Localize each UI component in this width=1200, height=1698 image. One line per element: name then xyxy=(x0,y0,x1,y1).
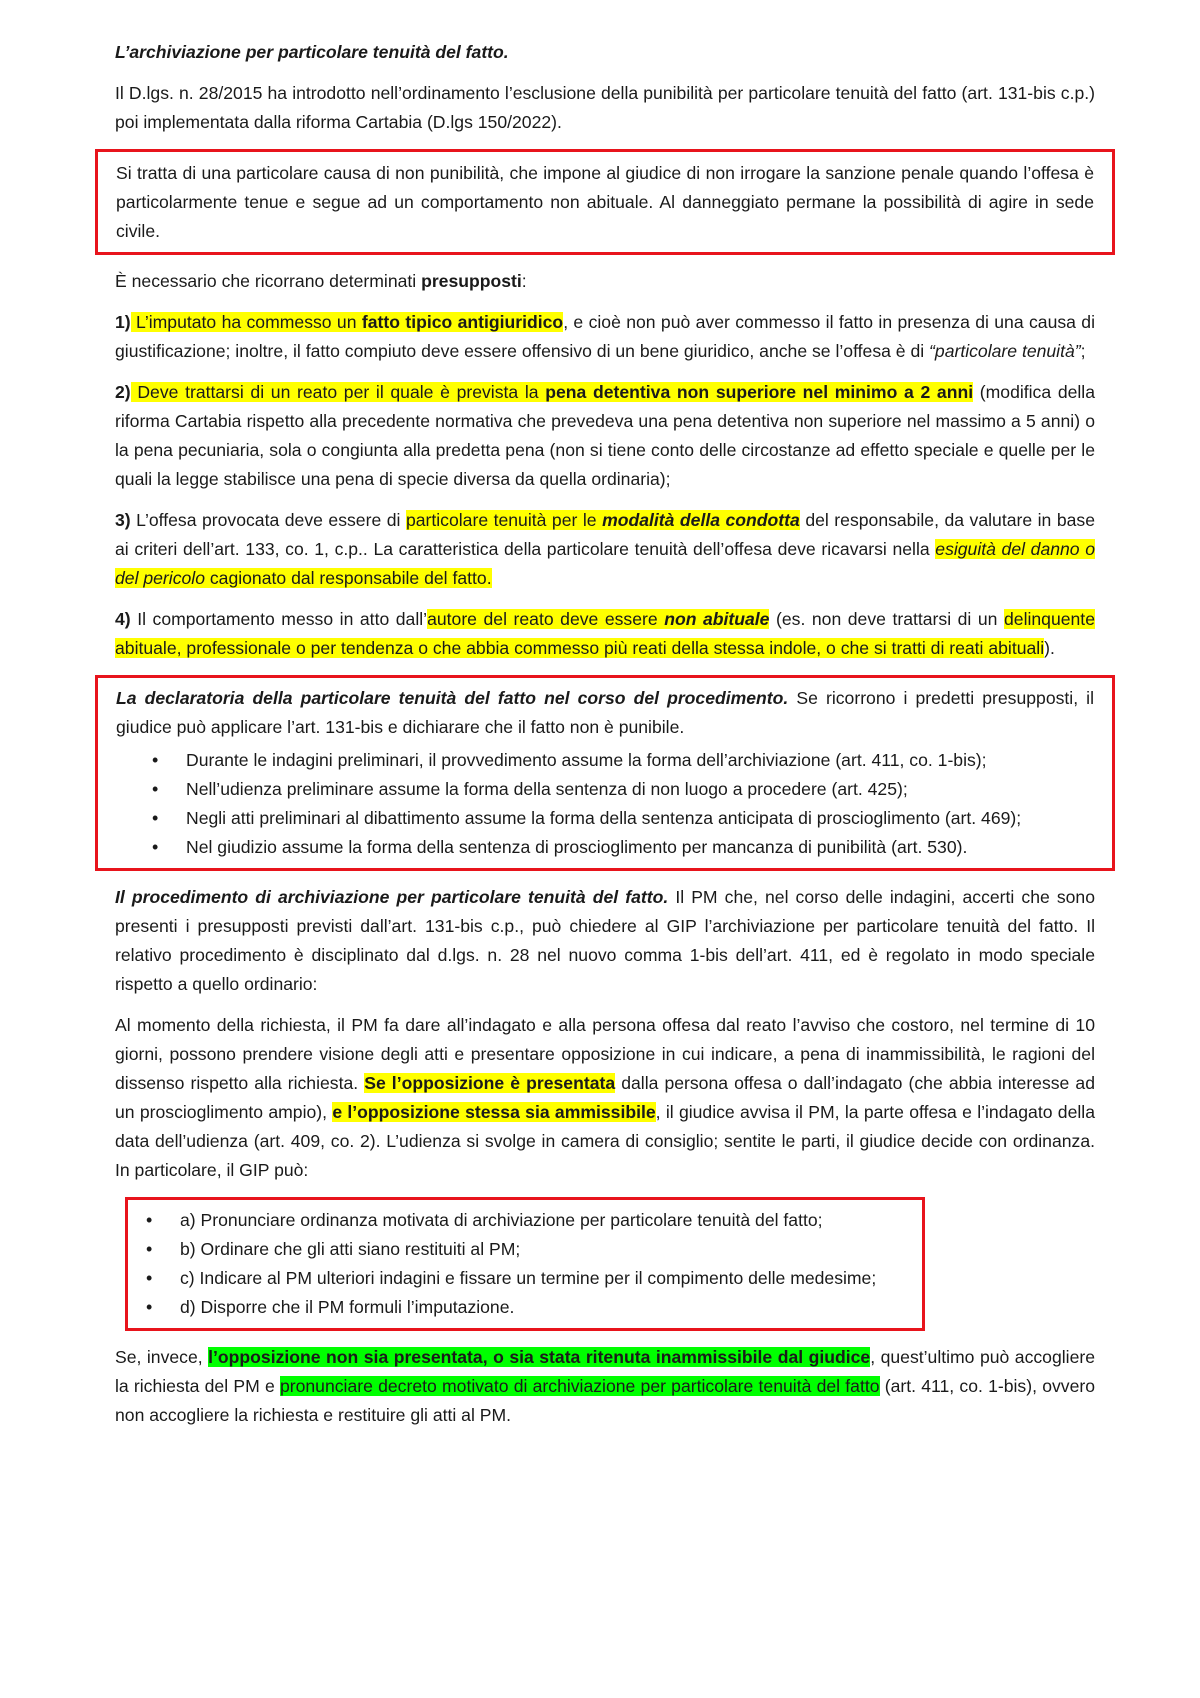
presupposto-3 xyxy=(115,506,1095,593)
document-body xyxy=(115,38,1095,1442)
highlight-yellow-bold: fatto tipico antigiuridico xyxy=(361,312,564,332)
final-text: (art. 411, co. 1-bis), ovvero non accogliere la richiesta e restituire gli atti al PM. xyxy=(115,1376,1095,1425)
presupposto-text: (es. non deve trattarsi di un xyxy=(769,609,1004,629)
highlight-green-bold: l’opposizione non sia presentata, o sia stata ritenuta inammissibile dal giudice xyxy=(208,1347,871,1367)
presupposti-intro xyxy=(115,267,1095,296)
highlight-yellow: Deve trattarsi di un reato per il quale è prevista la xyxy=(130,382,546,402)
presupposto-text: , e cioè non può aver commesso il fatto in presenza di una causa di giustificazione; inoltre, il fatto compiuto deve essere offensivo di un bene giuridico, anche se l’offesa è di xyxy=(115,312,1095,361)
presupposto-4 xyxy=(115,605,1095,663)
final-paragraph xyxy=(115,1343,1095,1430)
declaratoria-list xyxy=(116,746,1094,862)
highlight-yellow-bold: Se l’opposizione è presentata xyxy=(364,1073,616,1093)
highlight-yellow: L’imputato ha commesso un xyxy=(130,312,362,332)
final-text: , quest’ultimo può accogliere la richiesta del PM e xyxy=(115,1347,1095,1396)
presupposto-1 xyxy=(115,308,1095,366)
presupposto-quote: “particolare tenuità” xyxy=(929,341,1081,361)
presupposti-keyword: presupposti xyxy=(421,271,522,291)
highlight-yellow: delinquente abituale, professionale o per tendenza o che abbia commesso più reati della stessa indole, o che si tratti di reati abituali xyxy=(115,609,1095,658)
highlight-yellow-bold: e l’opposizione stessa sia ammissibile xyxy=(332,1102,656,1122)
richiesta-text: dalla persona offesa o dall’indagato (che abbia interesse ad un proscioglimento ampio), xyxy=(115,1073,1095,1122)
highlight-yellow: autore del reato deve essere xyxy=(427,609,665,629)
presupposto-text: (modifica della riforma Cartabia rispetto alla precedente normativa che prevedeva una pena detentiva non superiore nel massimo a 5 anni) o la pena pecuniaria, sola o congiunta alla predetta pena (non si tiene conto delle circostanze ad effetto speciale e quelle per le quali la legge stabilisce una pena di specie diversa da quella ordinaria); xyxy=(115,382,1095,489)
highlight-yellow-italic: esiguità del danno o del pericolo xyxy=(115,539,1095,588)
intro-paragraph: Il D.lgs. n. 28/2015 ha introdotto nell’ordinamento l’esclusione della punibilità per particolare tenuità del fatto (art. 131-bis c.p.) poi implementata dalla riforma Cartabia (D.lgs 150/2022). xyxy=(115,83,1095,132)
procedimento-paragraph xyxy=(115,883,1095,999)
definition-box xyxy=(95,149,1115,255)
declaratoria-paragraph xyxy=(116,684,1094,742)
page-title: L’archiviazione per particolare tenuità del fatto. xyxy=(115,42,509,62)
procedimento-text: Il PM che, nel corso delle indagini, accerti che sono presenti i presupposti previsti dall’art. 131-bis c.p., può chiedere al GIP l’archiviazione per particolare tenuità del fatto. Il relativo procedimento è disciplinato dal d.lgs. n. 28 nel nuovo comma 1-bis dell’art. 411, ed è regolato in modo speciale rispetto a quello ordinario: xyxy=(115,887,1095,994)
richiesta-text: , il giudice avvisa il PM, la parte offesa e l’indagato della data dell’udienza (art. 409, co. 2). L’udienza si svolge in camera di consiglio; sentite le parti, il giudice decide con ordinanza. In particolare, il GIP può: xyxy=(115,1102,1095,1180)
list-item: • b) Ordinare che gli atti siano restituiti al PM; xyxy=(180,1235,922,1264)
declaratoria-box xyxy=(95,675,1115,871)
presupposto-text: del responsabile, da valutare in base ai criteri dell’art. 133, co. 1, c.p.. La caratteristica della particolare tenuità dell’offesa deve ricavarsi nella xyxy=(115,510,1095,559)
presupposto-end: ; xyxy=(1080,341,1086,361)
gip-options-list xyxy=(128,1206,922,1322)
presupposto-2 xyxy=(115,378,1095,494)
highlight-yellow-bold-italic: modalità della condotta xyxy=(602,510,800,530)
definition-text: Si tratta di una particolare causa di non punibilità, che impone al giudice di non irrogare la sanzione penale quando l’offesa è particolarmente tenue e segue ad un comportamento non abituale. Al danneggiato permane la possibilità di agire in sede civile. xyxy=(116,163,1094,241)
presupposto-text: L’offesa provocata deve essere di xyxy=(130,510,406,530)
list-item: • Nel giudizio assume la forma della sentenza di proscioglimento per mancanza di punibilità (art. 530). xyxy=(186,833,1094,862)
presupposto-number: 3) xyxy=(115,510,131,530)
highlight-yellow-bold: pena detentiva non superiore nel minimo a 2 anni xyxy=(545,382,974,402)
highlight-yellow-bold-italic: non abituale xyxy=(664,609,770,629)
presupposto-number: 2) xyxy=(115,382,131,402)
highlight-green: pronunciare decreto motivato di archiviazione per particolare tenuità del fatto xyxy=(279,1376,880,1396)
list-item: • a) Pronunciare ordinanza motivata di archiviazione per particolare tenuità del fatto; xyxy=(180,1206,922,1235)
presupposto-end: . xyxy=(486,568,492,588)
list-item: • Nell’udienza preliminare assume la forma della sentenza di non luogo a procedere (art. 425); xyxy=(186,775,1094,804)
presupposti-colon: : xyxy=(521,271,527,291)
presupposto-number: 4) xyxy=(115,609,131,629)
richiesta-paragraph xyxy=(115,1011,1095,1185)
highlight-yellow: particolare tenuità per le xyxy=(405,510,603,530)
declaratoria-heading: La declaratoria della particolare tenuità del fatto nel corso del procedimento. xyxy=(116,688,789,708)
presupposto-end: ). xyxy=(1044,638,1055,658)
richiesta-text: Al momento della richiesta, il PM fa dare all’indagato e alla persona offesa dal reato l’avviso che costoro, nel termine di 10 giorni, possono prendere visione degli atti e presentare opposizione in cui indicare, a pena di inammissibilità, le ragioni del dissenso rispetto alla richiesta. xyxy=(115,1015,1095,1093)
list-item: • Negli atti preliminari al dibattimento assume la forma della sentenza anticipata di proscioglimento (art. 469); xyxy=(186,804,1094,833)
list-item: • Durante le indagini preliminari, il provvedimento assume la forma dell’archiviazione (art. 411, co. 1-bis); xyxy=(186,746,1094,775)
list-item: • d) Disporre che il PM formuli l’imputazione. xyxy=(180,1293,922,1322)
presupposto-text: Il comportamento messo in atto dall’ xyxy=(130,609,428,629)
declaratoria-text: Se ricorrono i predetti presupposti, il giudice può applicare l’art. 131-bis e dichiarare che il fatto non è punibile. xyxy=(116,688,1094,737)
highlight-yellow: cagionato dal responsabile del fatto xyxy=(204,568,487,588)
gip-options-box xyxy=(125,1197,925,1331)
procedimento-heading: Il procedimento di archiviazione per particolare tenuità del fatto. xyxy=(115,887,669,907)
presupposto-number: 1) xyxy=(115,312,131,332)
list-item: • c) Indicare al PM ulteriori indagini e fissare un termine per il compimento delle medesime; xyxy=(180,1264,922,1293)
final-text: Se, invece, xyxy=(115,1347,209,1367)
presupposti-lead: È necessario che ricorrano determinati xyxy=(115,271,422,291)
